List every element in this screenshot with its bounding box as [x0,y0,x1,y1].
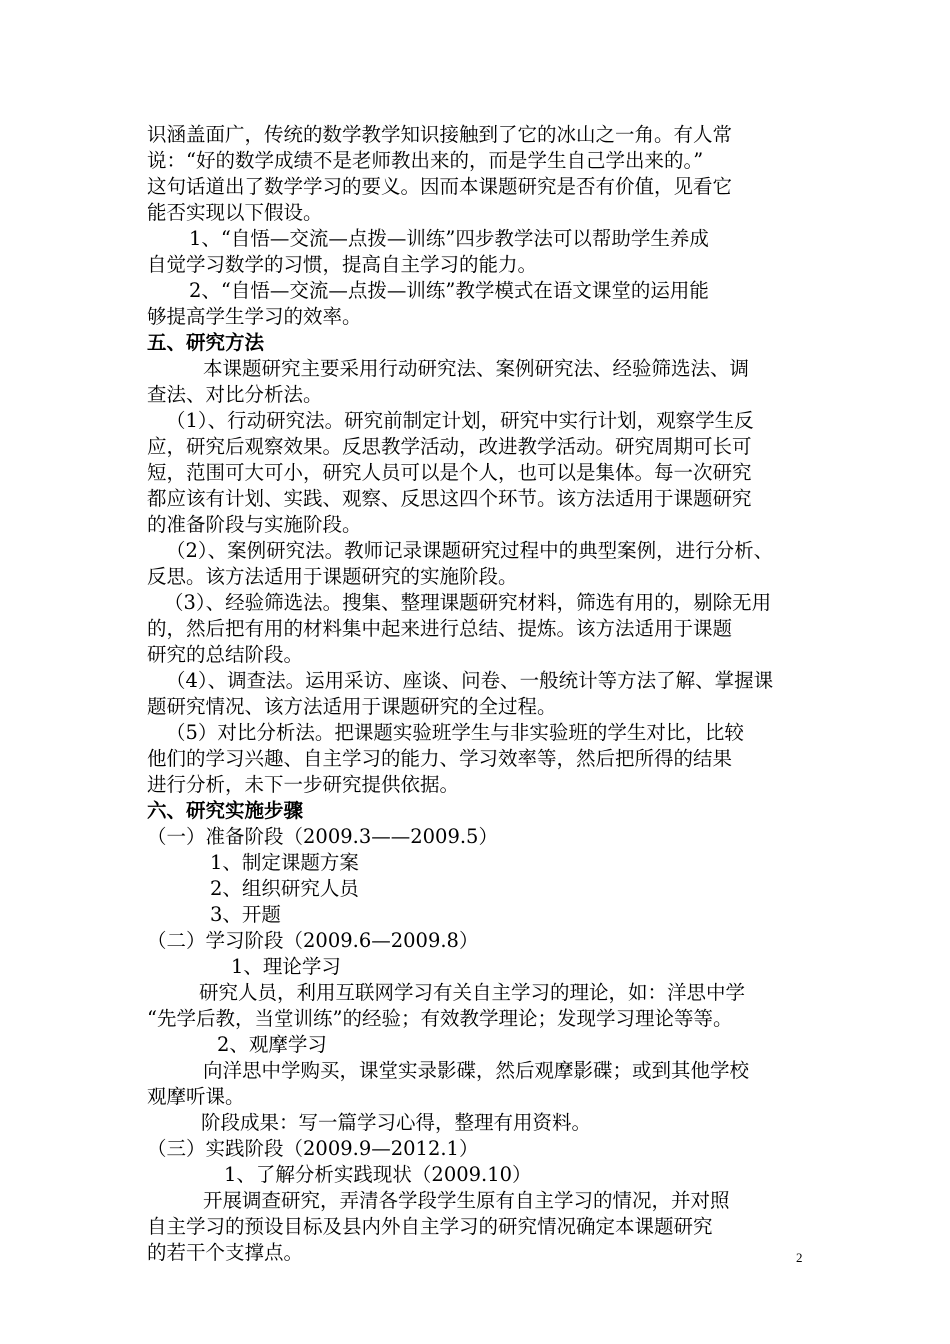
body-line: 观摩听课。 [147,1085,245,1108]
body-line: 短，范围可大可小，研究人员可以是个人，也可以是集体。每一次研究 [147,461,752,484]
body-line: 研究的总结阶段。 [147,643,304,666]
stage-result-line: 阶段成果：写一篇学习心得，整理有用资料。 [201,1111,592,1134]
body-line: 这句话道出了数学学习的要义。因而本课题研究是否有价值，见看它 [147,175,733,198]
body-line: 反思。该方法适用于课题研究的实施阶段。 [147,565,518,588]
hypothesis-1-line: 1、“自悟—交流—点拨—训练”四步教学法可以帮助学生养成 [189,227,709,250]
body-line: 进行分析，未下一步研究提供依据。 [147,773,460,796]
list-item: 2、观摩学习 [217,1033,327,1056]
body-line: 都应该有计划、实践、观察、反思这四个环节。该方法适用于课题研究 [147,487,752,510]
body-line: 识涵盖面广，传统的数学教学知识接触到了它的冰山之一角。有人常 [147,123,733,146]
body-line: 查法、对比分析法。 [147,383,323,406]
body-line: 能否实现以下假设。 [147,201,323,224]
method-5-line: （5）对比分析法。把课题实验班学生与非实验班的学生对比，比较 [166,721,744,744]
body-line: 研究人员，利用互联网学习有关自主学习的理论，如：洋思中学 [199,981,746,1004]
list-item: 1、理论学习 [231,955,341,978]
body-line: 应，研究后观察效果。反思教学活动，改进教学活动。研究周期可长可 [147,435,752,458]
list-item: 1、了解分析实践现状（2009.10） [224,1163,532,1186]
list-item: 2、组织研究人员 [210,877,359,900]
body-line: 够提高学生学习的效率。 [147,305,362,328]
stage-heading-prep: （一）准备阶段（2009.3——2009.5） [147,825,498,848]
page-number: 2 [796,1250,803,1265]
body-line: 的若干个支撑点。 [147,1241,304,1264]
hypothesis-2-line: 2、“自悟—交流—点拨—训练”教学模式在语文课堂的运用能 [189,279,709,302]
body-line: 向洋思中学购买，课堂实录影碟，然后观摩影碟；或到其他学校 [203,1059,750,1082]
body-line: 自主学习的预设目标及县内外自主学习的研究情况确定本课题研究 [147,1215,713,1238]
body-line: 说：“好的数学成绩不是老师教出来的，而是学生自己学出来的。” [147,149,704,172]
body-line: 他们的学习兴趣、自主学习的能力、学习效率等，然后把所得的结果 [147,747,733,770]
stage-heading-study: （二）学习阶段（2009.6—2009.8） [147,929,479,952]
body-line: 的，然后把有用的材料集中起来进行总结、提炼。该方法适用于课题 [147,617,733,640]
body-line: 的准备阶段与实施阶段。 [147,513,362,536]
body-line: 题研究情况、该方法适用于课题研究的全过程。 [147,695,557,718]
section-heading-methods: 五、研究方法 [147,331,265,354]
body-line: 开展调查研究，弄清各学段学生原有自主学习的情况，并对照 [203,1189,730,1212]
section-heading-steps: 六、研究实施步骤 [147,799,304,822]
stage-heading-practice: （三）实践阶段（2009.9—2012.1） [147,1137,479,1160]
body-line: 自觉学习数学的习惯，提高自主学习的能力。 [147,253,538,276]
list-item: 1、制定课题方案 [210,851,359,874]
body-line: “先学后教，当堂训练”的经验；有效教学理论；发现学习理论等等。 [147,1007,733,1030]
body-line: 本课题研究主要采用行动研究法、案例研究法、经验筛选法、调 [203,357,750,380]
list-item: 3、开题 [210,903,281,926]
method-4-line: （4）、调查法。运用采访、座谈、问卷、一般统计等方法了解、掌握课 [166,669,774,692]
method-1-line: （1）、行动研究法。研究前制定计划，研究中实行计划，观察学生反 [166,409,754,432]
method-3-line: （3）、经验筛选法。搜集、整理课题研究材料，筛选有用的，剔除无用 [164,591,772,614]
method-2-line: （2）、案例研究法。教师记录课题研究过程中的典型案例，进行分析、 [166,539,774,562]
